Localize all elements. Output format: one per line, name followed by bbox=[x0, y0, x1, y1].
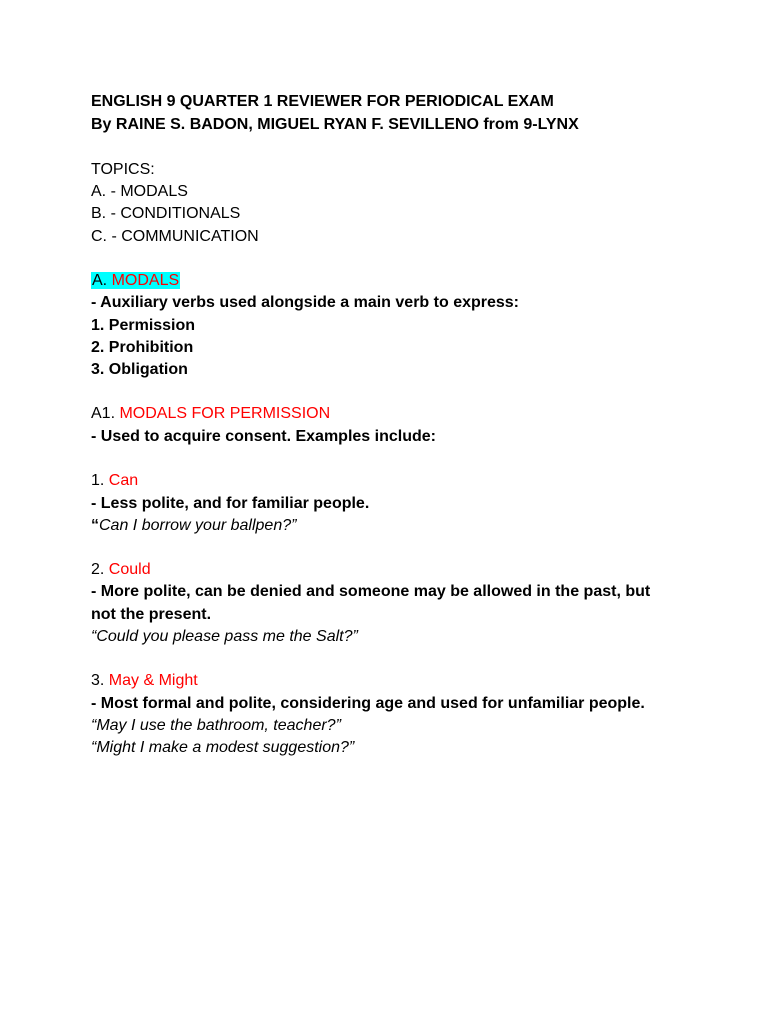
section-a-item-permission: 1. Permission bbox=[91, 317, 196, 334]
section-a1-description: - Used to acquire consent. Examples include: bbox=[91, 428, 436, 445]
section-a-highlight bbox=[91, 272, 180, 289]
section-a-description: - Auxiliary verbs used alongside a main verb to express: bbox=[91, 294, 520, 311]
example-quote: “Might I make a modest suggestion?” bbox=[91, 739, 355, 756]
example-number: 3. bbox=[91, 672, 105, 689]
example-quote: “May I use the bathroom, teacher?” bbox=[91, 717, 341, 734]
quote-open-mark: “ bbox=[91, 517, 99, 534]
section-a1-prefix: A1. bbox=[91, 405, 116, 422]
example-heading-could bbox=[91, 560, 151, 580]
section-a1-title: MODALS FOR PERMISSION bbox=[119, 405, 331, 422]
example-description: - Most formal and polite, considering age and used for unfamiliar people. bbox=[91, 695, 645, 712]
topic-item-conditionals: B. - CONDITIONALS bbox=[91, 205, 241, 222]
example-term: May & Might bbox=[108, 672, 198, 689]
quote-text: Can I borrow your ballpen?” bbox=[99, 517, 297, 534]
topic-item-modals: A. - MODALS bbox=[91, 183, 188, 200]
section-a-title: MODALS bbox=[111, 272, 180, 289]
section-a-item-obligation: 3. Obligation bbox=[91, 361, 188, 378]
example-term: Could bbox=[108, 561, 151, 578]
example-description: - More polite, can be denied and someone may be allowed in the past, but bbox=[91, 583, 651, 600]
document-authors: By RAINE S. BADON, MIGUEL RYAN F. SEVILLENO from 9-LYNX bbox=[91, 116, 579, 133]
example-heading-can bbox=[91, 471, 138, 491]
section-a-prefix: A. bbox=[92, 272, 108, 289]
example-description-continued: not the present. bbox=[91, 606, 212, 623]
example-number: 2. bbox=[91, 561, 105, 578]
topic-item-communication: C. - COMMUNICATION bbox=[91, 228, 259, 245]
section-a-heading bbox=[91, 271, 180, 291]
example-quote bbox=[91, 516, 296, 536]
section-a-item-prohibition: 2. Prohibition bbox=[91, 339, 194, 356]
example-quote: “Could you please pass me the Salt?” bbox=[91, 628, 358, 645]
topics-heading: TOPICS: bbox=[91, 161, 155, 178]
example-number: 1. bbox=[91, 472, 105, 489]
example-term: Can bbox=[108, 472, 139, 489]
section-a1-heading bbox=[91, 404, 330, 424]
example-description: - Less polite, and for familiar people. bbox=[91, 495, 370, 512]
document-title: ENGLISH 9 QUARTER 1 REVIEWER FOR PERIODICAL EXAM bbox=[91, 93, 554, 110]
example-heading-may-might bbox=[91, 671, 198, 691]
